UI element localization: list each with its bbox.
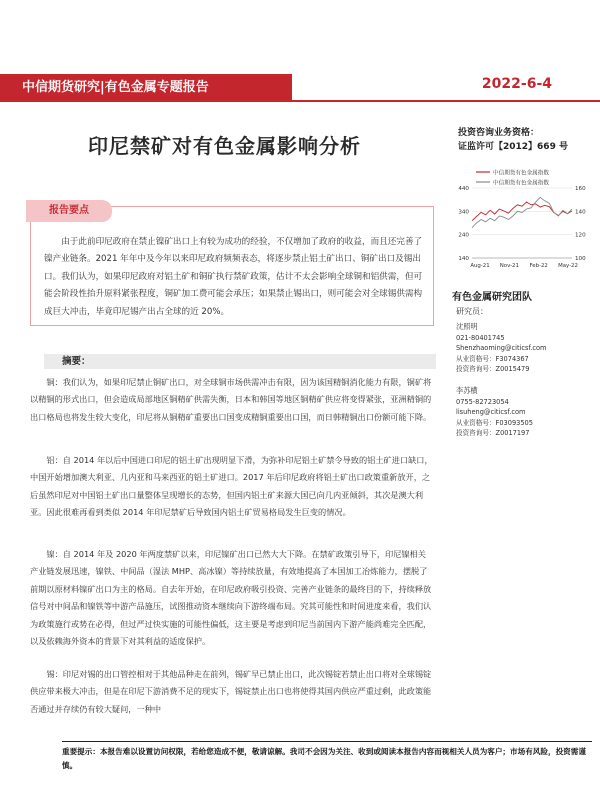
abstract-tin (30, 666, 434, 718)
analyst-cert-2: 投资咨询号：Z0015479 (456, 365, 530, 374)
abstract-copper (30, 374, 434, 426)
analyst-card (456, 386, 533, 439)
license-line-2: 证监许可【2012】669 号 (458, 142, 568, 152)
analyst-cert-1: 从业资格号：F3074367 (456, 354, 529, 363)
analyst-email[interactable]: lisuheng@citicsf.com (456, 408, 526, 417)
x-tick: May-22 (558, 263, 578, 269)
report-date: 2022-6-4 (481, 76, 552, 92)
y-tick-right: 100 (575, 256, 586, 262)
summary-paragraph: 由于此前印尼政府在禁止镍矿出口上有较为成功的经验，不仅增加了政府的收益，而且还完善了镍产业链条。2021 年年中及今年以来印尼政府频频表态，将逐步禁止铝土矿出口、铜矿出口及锡出口。我们认为，如果印尼政府对铝土矿和铜矿执行禁矿政策，估计不太会影响全球铜和铝供需，但可能会阶段性抬升原料紧张程度，铜矿加工费可能会承压；如果禁止锡出口，则可能会对全球锡供需构成巨大冲击，毕竟印尼锡产出占全球的近 20%。 (44, 237, 423, 317)
analyst-email[interactable]: Shenzhaoming@citicsf.com (456, 344, 547, 353)
y-tick-left: 440 (458, 186, 469, 192)
page-title: 印尼禁矿对有色金属影响分析 (88, 134, 361, 158)
license-line-1: 投资咨询业务资格： (458, 128, 540, 138)
summary-text (44, 234, 430, 321)
y-tick-right: 140 (575, 209, 586, 216)
report-category-band: 中信期货研究|有色金属专题报告 (0, 74, 292, 102)
abstract-paragraph: 锡：印尼对锡的出口管控相对于其他品种走在前列，锡矿早已禁止出口，此次锡锭若禁止出口将对全球锡锭供应带来极大冲击，但是在印尼下游消费不足的现实下，锡锭禁止出口也将使得其国内供应严重过剩，此政策能否通过并存续仍有较大疑问，一种中 (30, 669, 432, 714)
series-line (472, 197, 572, 227)
researchers-label: 研究员： (456, 307, 488, 316)
team-name: 有色金属研究团队 (452, 292, 532, 303)
y-tick-right: 120 (575, 232, 586, 239)
y-tick-left: 340 (458, 209, 469, 216)
analyst-name: 李苏横 (456, 386, 478, 395)
abstract-nickel (30, 546, 434, 650)
x-tick: Nov-21 (499, 263, 519, 269)
analyst-name: 沈照明 (456, 322, 478, 331)
y-tick-right: 160 (575, 186, 586, 192)
y-tick-left: 240 (458, 232, 469, 239)
abstract-aluminum (30, 452, 434, 522)
analyst-phone: 021-80401745 (456, 333, 505, 342)
license-info (458, 126, 568, 154)
y-tick-left: 140 (458, 256, 469, 262)
x-tick: Feb-22 (529, 263, 548, 269)
legend-label: 中信期货有色金属指数 (493, 180, 549, 187)
summary-tag: 报告要点 (26, 200, 112, 222)
index-chart (448, 166, 594, 278)
x-tick: Aug-21 (470, 263, 490, 269)
disclaimer: 重要提示：本报告难以设置访问权限，若给您造成不便，敬请谅解。我司不会因为关注、收到或阅读本报告内容而视相关人员为客户；市场有风险，投资需谨慎。 (62, 747, 586, 770)
abstract-heading: 摘要： (44, 354, 436, 369)
analyst-card (456, 322, 546, 375)
analyst-cert-2: 投资咨询号：Z0017197 (456, 429, 530, 438)
analyst-phone: 0755-82723054 (456, 397, 509, 406)
abstract-paragraph: 铝：自 2014 年以后中国进口印尼的铝土矿出现明显下滑，为弥补印尼铝土矿禁令导致的铝土矿进口缺口，中国开始增加澳大利亚、几内亚和马来西亚的铝土矿进口。2017 年后印尼政府将铝土矿出口政策重新放开，之后虽然印尼对中国铝土矿出口量整体呈现增长的态势，但国内铝土矿来源大国已向几内亚倾斜，其次是澳大利亚。因此很难再看到类似 2014 年印尼禁矿后导致国内铝土矿贸易格局发生巨变的情况。 (30, 455, 433, 518)
abstract-paragraph: 镍：自 2014 年及 2020 年两度禁矿以来，印尼镍矿出口已然大大下降。在禁矿政策引导下，印尼镍相关产业链发展迅速，镍铁、中间品（湿法 MHP、高冰镍）等持续放量，有效地提高了本国加工冶炼能力，摆脱了前期以原材料镍矿出口为主的格局。自去年开始，在印尼政府吸引投资、完善产业链条的最终目的下，持续释放信号对中间品和镍铁等中游产品施压，试图推动资本继续向下游终端布局。究其可能性和时间进度来看，我们认为政策施行或势在必得，但过严过快实施的可能性偏低，这主要是考虑到印尼当前国内下游产能尚难完全匹配，以及依赖海外资本的背景下对其利益的适度保护。 (30, 549, 432, 647)
header-rule (0, 100, 600, 102)
legend-label: 中信期货有色金属指数 (493, 170, 549, 177)
footer-rule (62, 741, 592, 742)
abstract-paragraph: 铜：我们认为，如果印尼禁止铜矿出口，对全球铜市场供需冲击有限，因为该国精铜消化能力有限，铜矿将以精铜的形式出口，但会造成局部地区铜精矿供需失衡，日本和韩国等地区铜精矿供应将变得紧张，亚洲精铜的出口格局也将发生较大变化，印尼将从铜精矿重要出口国变成精铜重要出口国，而日韩精铜出口份额可能下降。 (30, 377, 432, 422)
analyst-cert-1: 从业资格号：F03093505 (456, 418, 533, 427)
